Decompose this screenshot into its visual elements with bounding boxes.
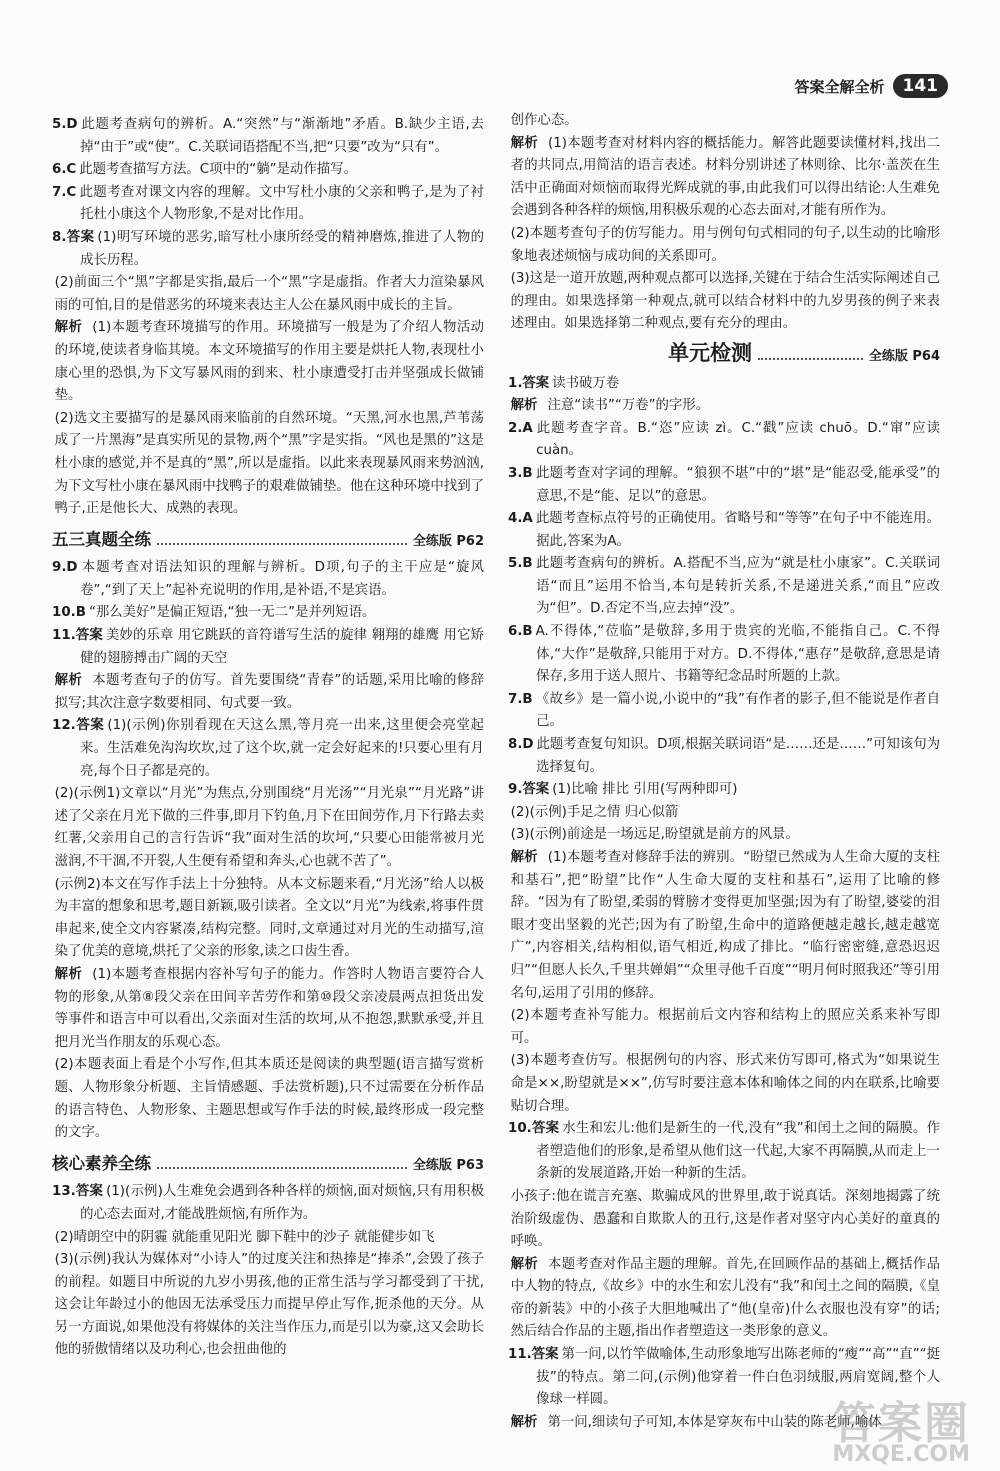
answer-item: 8.D 此题考查复句知识。D项,根据关联词语“是……还是……”可知该句为选择复句。 xyxy=(508,737,940,775)
analysis-label: 解析 xyxy=(510,850,538,865)
answer-number: 8.D xyxy=(508,737,534,753)
answer-text: 小孩子:他在谎言充塞、欺骗成风的世界里,敢于说真话。深刻地揭露了统治阶级虚伪、愚蠢和自欺欺人的丑行,这是作者对坚守内心美好的童真的呼唤。 xyxy=(510,1188,940,1250)
answer-item: 7.C 此题考查对课文内容的理解。文中写杜小康的父亲和鸭子,是为了衬托杜小康这个人物形象,不是对比作用。 xyxy=(52,184,484,223)
analysis-text: 解析 第一问,细读句子可知,本体是穿灰布中山装的陈老师,喻体 xyxy=(510,1414,882,1430)
answer-number: 8.答案 xyxy=(52,229,95,245)
answer-number: 10.答案 xyxy=(508,1121,560,1137)
section-title: 五三真题全练 xyxy=(52,529,151,549)
answer-item: 3.B 此题考查对字词的理解。“狼狈不堪”中的“堪”是“能忍受,能承受”的意思,不是“能、足以”的意思。 xyxy=(508,465,940,504)
analysis-text: (2)本题考查补写能力。根据前后文内容和结构上的照应关系来补写即可。 xyxy=(510,1008,940,1046)
watermark-logo: 答案圈 xyxy=(832,1398,970,1449)
analysis-label: 解析 xyxy=(54,966,83,982)
answer-item: 5.B 此题考查病句的辨析。A.搭配不当,应为“就是杜小康家”。C.关联词语“而且”运用不恰当,本句是转折关系,不是递进关系,“而且”应改为“但”。D.否定不当,应去掉“没”。 xyxy=(508,556,940,617)
answer-item: 7.B 《故乡》是一篇小说,小说中的“我”有作者的影子,但不能说是作者自己。 xyxy=(508,691,940,730)
answer-text: (3)(示例)前途是一场远足,盼望就是前方的风景。 xyxy=(510,827,799,843)
answer-item: 6.B A.不得体,“莅临”是敬辞,多用于贵宾的光临,不能指自己。C.不得体,“大作”是敬辞,只能用于对方。D.不得体,“惠存”是敬辞,意思是请保存,多用于送人照片、书籍等纪念品时所题的上款。 xyxy=(508,624,940,685)
section-title: 核心素养全练 xyxy=(52,1153,151,1173)
page-header xyxy=(794,74,948,98)
analysis-text: 解析 本题考查句子的仿写。首先要围绕“青春”的话题,采用比喻的修辞拟写;其次注意字数要相同、句式要一致。 xyxy=(54,673,485,711)
right-column xyxy=(508,110,940,1434)
analysis-text: 解析 (1)本题考查根据内容补写句子的能力。作答时人物语言要符合人物的形象,从第⑧段父亲在田间辛苦劳作和第⑩段父亲凌晨两点担货出发等事件和语言中可以看出,父亲面对生活的坎坷,从不抱怨,默默承受,并且把月光当作朋友的乐观心态。 xyxy=(54,966,485,1050)
answer-item: 10.B “那么美好”是偏正短语,“独一无二”是并列短语。 xyxy=(52,605,376,621)
section-page-ref: 全练版 P62 xyxy=(412,533,484,549)
answer-text: (示例2)本文在写作手法上十分独特。从本文标题来看,“月光汤”给人以极为丰富的想象和思考,题目新颖,吸引读者。全文以“月光”为线索,将事件贯串起来,使全文内容紧凑,结构完整。同时,文章通过对月光的生动描写,渲染了优美的意境,烘托了父亲的形象,读之口齿生香。 xyxy=(54,876,484,960)
answer-item: 11.答案 美妙的乐章 用它跳跃的音符谱写生活的旋律 翱翔的雄鹰 用它矫健的翅膀搏击广阔的天空 xyxy=(52,628,484,666)
analysis-label: 解析 xyxy=(510,1256,539,1272)
answer-item: 11.答案 第一问,以竹竿做喻体,生动形象地写出陈老师的“瘦”“高”“直”“挺拔”的特点。第二问,(示例)他穿着一件白色羽绒服,两肩宽阔,整个人像球一样圆。 xyxy=(508,1347,940,1408)
answer-number: 11.答案 xyxy=(508,1347,559,1363)
unit-title: 单元检测 xyxy=(668,340,752,365)
answer-number: 11.答案 xyxy=(52,628,103,644)
answer-item: 1.答案 读书破万卷 xyxy=(508,375,620,391)
answer-number: 7.B xyxy=(508,691,533,707)
answer-number: 5.D xyxy=(52,117,78,132)
answer-number: 2.A xyxy=(508,420,533,436)
answer-item: 6.C 此题考查描写方法。C项中的“躺”是动作描写。 xyxy=(52,162,357,178)
page-number: 141 xyxy=(893,74,949,98)
answer-number: 12.答案 xyxy=(52,718,105,734)
answer-number: 6.C xyxy=(52,162,77,178)
header-title: 答案全解全析 xyxy=(794,77,885,96)
answer-number: 10.B xyxy=(52,605,86,621)
answer-item: 8.答案 (1)明写环境的恶劣,暗写杜小康所经受的精神磨炼,推进了人物的成长历程。 xyxy=(52,229,485,268)
answer-number: 9.答案 xyxy=(508,782,550,798)
continued-text: 创作心态。 xyxy=(510,113,578,128)
answer-item: 5.D 此题考查病句的辨析。A.“突然”与“渐渐地”矛盾。B.缺少主语,去掉“由于”或“使”。C.关联词语搭配不当,把“只要”改为“只有”。 xyxy=(52,117,484,155)
analysis-text: 解析 (1)本题考查对材料内容的概括能力。解答此题要读懂材料,找出二者的共同点,用简洁的语言表述。材料分别讲述了林则徐、比尔·盖茨在生活中正确面对烦恼而取得光辉成就的事,由此我们可以得出结论:人生难免会遇到各种各样的烦恼,用积极乐观的心态去面对,才能有所作为。 xyxy=(510,135,941,219)
unit-test-heading xyxy=(508,342,940,369)
analysis-label: 解析 xyxy=(54,673,83,689)
analysis-label: 解析 xyxy=(510,135,538,151)
answer-text: (2)(示例1)文章以“月光”为焦点,分别围绕“月光汤”“月光泉”“月光路”讲述了父亲在月光下做的三件事,即月下钓鱼,月下在田间劳作,月下行路去卖红薯,父亲用自己的言行告诉“我”面对生活的坎坷,“只要心田能常被月光滋润,不干涸,不开裂,人生便有希望和奔头,心也就不苦了”。 xyxy=(54,786,484,869)
analysis-text: (2)本题考查句子的仿写能力。用与例句句式相同的句子,以生动的比喻形象地表述烦恼与成功间的关系即可。 xyxy=(510,225,940,264)
answer-number: 5.B xyxy=(508,556,533,572)
dotted-leader xyxy=(157,543,407,545)
answer-item: 12.答案 (1)(示例)你别看现在天这么黑,等月亮一出来,这里便会亮堂起来。生活难免沟沟坎坎,过了这个坎,就一定会好起来的!只要心里有月亮,每个日子都是亮的。 xyxy=(52,718,484,779)
analysis-text: 解析 本题考查对作品主题的理解。首先,在回顾作品的基础上,概括作品中人物的特点,《故乡》中的水生和宏儿没有“我”和闰土之间的隔膜,《皇帝的新装》中的小孩子大胆地喊出了“他(皇帝)什么衣服也没有穿”的话;然后结合作品的主题,指出作者塑造这一类形象的意义。 xyxy=(510,1256,941,1340)
analysis-text: 解析 (1)本题考查环境描写的作用。环境描写一般是为了介绍人物活动的环境,使读者身临其境。本文环境描写的作用主要是烘托人物,表现杜小康心里的恐惧,为下文写暴风雨的到来、杜小康遭受打击并坚强成长做铺垫。 xyxy=(54,320,485,404)
watermark-url: MXQE.COM xyxy=(832,1442,970,1467)
analysis-text: (3)本题考查仿写。根据例句的内容、形式来仿写即可,格式为“如果说生命是××,盼望就是××”,仿写时要注意本体和喻体之间的内在联系,比喻要贴切合理。 xyxy=(510,1053,940,1114)
dotted-leader xyxy=(157,1167,407,1169)
answer-text: (2)(示例)手足之情 归心似箭 xyxy=(510,804,679,820)
analysis-text: (2)选文主要描写的是暴风雨来临前的自然环境。“天黑,河水也黑,芦苇荡成了一片黑海”是真实所见的景物,两个“黑”字是实指。“风也是黑的”这是杜小康的感觉,并不是真的“黑”,所以是虚指。以此来表现暴风雨来势汹汹,为下文写杜小康在暴风雨中找鸭子的艰难做铺垫。他在这种环境中找到了鸭子,正是他长大、成熟的表现。 xyxy=(54,410,484,517)
answer-item: 9.D 本题考查对语法知识的理解与辨析。D项,句子的主干应是“旋风卷”,“到了天上”起补充说明的作用,是补语,不是宾语。 xyxy=(52,560,484,598)
analysis-label: 解析 xyxy=(510,1414,538,1430)
answer-text: (3)(示例)我认为媒体对“小诗人”的过度关注和热捧是“捧杀”,会毁了孩子的前程。如题目中所说的九岁小男孩,他的正常生活与学习都受到了干扰,这会让年龄过小的他因无法承受压力而提早停止写作,扼杀他的天分。从另一方面说,如果他没有将媒体的关注当作压力,而是引以为豪,这又会助长他的骄傲情绪以及功利心,也会扭曲他的 xyxy=(54,1252,484,1358)
answer-item: 4.A 此题考查标点符号的正确使用。省略号和“等等”在句子中不能连用。据此,答案为A。 xyxy=(508,511,940,549)
analysis-text: (2)本题表面上看是个小写作,但其本质还是阅读的典型题(语言描写赏析题、人物形象分析题、主旨情感题、手法赏析题),只不过需要在分析作品的语言特色、人物形象、主题思想或写作手法的时候,最终形成一段完整的文字。 xyxy=(54,1057,484,1141)
answer-item: 9.答案 (1)比喻 排比 引用(写两种即可) xyxy=(508,782,738,798)
answer-number: 6.B xyxy=(508,624,533,640)
left-column xyxy=(52,114,484,1362)
analysis-label: 解析 xyxy=(510,398,538,414)
answer-number: 3.B xyxy=(508,465,533,481)
analysis-label: 解析 xyxy=(54,320,83,336)
analysis-text: 解析 (1)本题考查对修辞手法的辨别。“盼望已然成为人生命大厦的支柱和基石”,把“盼望”比作“人生命大厦的支柱和基石”,运用了比喻的修辞。“因为有了盼望,柔弱的臂膀才变得更加坚强;因为有了盼望,婆娑的泪眼才变出坚毅的光芒;因为有了盼望,生命中的道路便越走越长,越走越宽广”,内容相关,结构相似,语气相近,构成了排比。“临行密密缝,意恐迟迟归”“但愿人长久,千里共婵娟”“众里寻他千百度”“明月何时照我还”等引用名句,运用了引用的修辞。 xyxy=(510,850,941,1001)
answer-number: 7.C xyxy=(52,184,77,200)
answer-number: 4.A xyxy=(508,511,533,527)
answer-number: 1.答案 xyxy=(508,375,550,391)
analysis-text: (3)这是一道开放题,两种观点都可以选择,关键在于结合生活实际阐述自己的理由。如果选择第一种观点,就可以结合材料中的九岁男孩的例子来表述理由。如果选择第二种观点,要有充分的理由。 xyxy=(510,271,940,332)
answer-item: 2.A 此题考查字音。B.“恣”应读 zì。C.“戳”应读 chuō。D.“窜”应读 cuàn。 xyxy=(508,420,940,459)
answer-number: 9.D xyxy=(52,560,78,576)
answer-number: 13.答案 xyxy=(52,1184,104,1200)
analysis-text: 解析 注意“读书”“万卷”的字形。 xyxy=(510,398,710,414)
answer-text: (2)前面三个“黑”字都是实指,最后一个“黑”字是虚指。作者大力渲染暴风雨的可怕,目的是借恶劣的环境来表达主人公在暴风雨中成长的主旨。 xyxy=(54,275,484,313)
answer-item: 13.答案 (1)(示例)人生难免会遇到各种各样的烦恼,面对烦恼,只有用积极的心态去面对,才能战胜烦恼,有所作为。 xyxy=(52,1184,484,1222)
answer-text: (2)晴朗空中的阴霾 就能重见阳光 脚下鞋中的沙子 就能健步如飞 xyxy=(54,1229,435,1245)
answer-item: 10.答案 水生和宏儿:他们是新生的一代,没有“我”和闰土之间的隔膜。作者塑造他们的形象,是希望从他们这一代起,大家不再隔膜,从而走上一条新的发展道路,开始一种新的生活。 xyxy=(508,1121,940,1182)
section-page-ref: 全练版 P63 xyxy=(412,1157,484,1173)
dotted-leader xyxy=(758,358,863,360)
section-heading xyxy=(52,1153,484,1178)
unit-page-ref: 全练版 P64 xyxy=(868,348,940,364)
section-heading xyxy=(52,529,484,554)
